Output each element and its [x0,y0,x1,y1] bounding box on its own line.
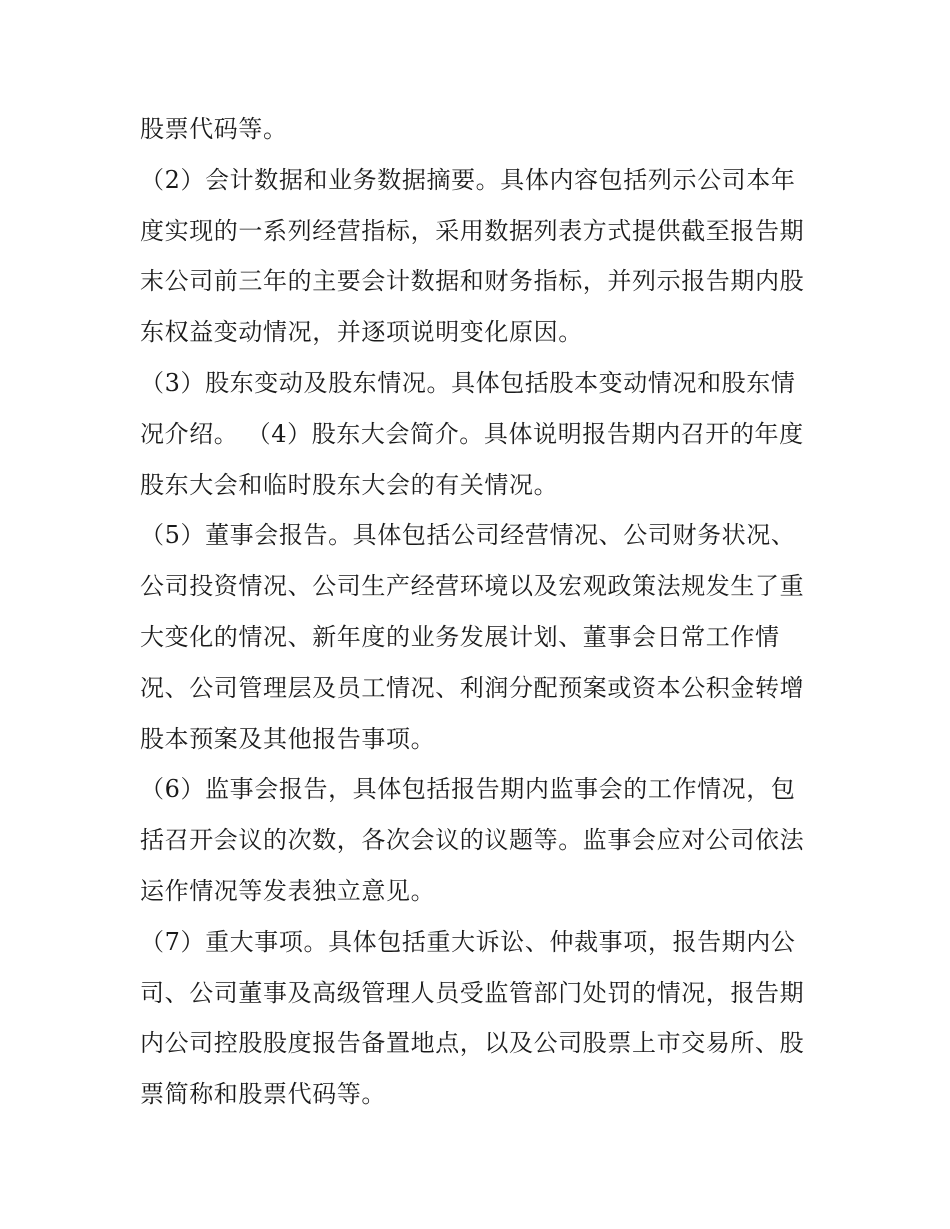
text-line: 况介绍。 （4）股东大会简介。具体说明报告期内召开的年度 [140,419,804,448]
text-line: 度实现的一系列经营指标，采用数据列表方式提供截至报告期 [140,216,805,245]
text-line: 运作情况等发表独立意见。 [140,876,436,905]
text-line: 司、公司董事及高级管理人员受监管部门处罚的情况，报告期 [140,978,805,1007]
text-line: （3）股东变动及股东情况。具体包括股本变动情况和股东情 [140,368,796,397]
text-line: 公司投资情况、公司生产经营环境以及宏观政策法规发生了重 [140,572,805,601]
document-body [140,104,820,1120]
text-line: （5）董事会报告。具体包括公司经营情况、公司财务状况、 [140,521,796,550]
text-line: 大变化的情况、新年度的业务发展计划、董事会日常工作情 [140,622,780,651]
text-line: 内公司控股股度报告备置地点，以及公司股票上市交易所、股 [140,1029,805,1058]
text-line: 东权益变动情况，并逐项说明变化原因。 [140,318,583,347]
text-line: 股东大会和临时股东大会的有关情况。 [140,470,559,499]
text-line: 股本预案及其他报告事项。 [140,724,436,753]
text-line: 股票代码等。 [140,115,288,143]
text-line: （7）重大事项。具体包括重大诉讼、仲裁事项，报告期内公 [140,927,796,956]
text-line: 括召开会议的次数，各次会议的议题等。监事会应对公司依法 [140,826,805,855]
text-line: 况、公司管理层及员工情况、利润分配预案或资本公积金转增 [140,673,805,702]
text-line: （6）监事会报告，具体包括报告期内监事会的工作情况，包 [140,775,796,804]
text-line: 票简称和股票代码等。 [140,1080,386,1109]
text-line: 末公司前三年的主要会计数据和财务指标，并列示报告期内股 [140,267,805,296]
text-line: （2）会计数据和业务数据摘要。具体内容包括列示公司本年 [140,165,796,194]
